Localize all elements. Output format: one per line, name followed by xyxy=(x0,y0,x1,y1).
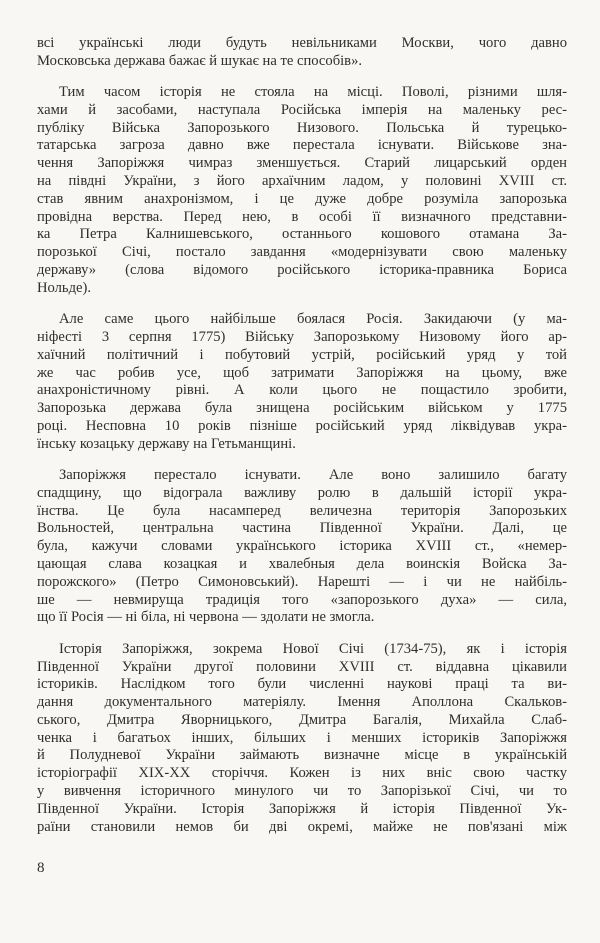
text-line: татарська загроза давно вже перестала існувати. Військове зна- xyxy=(37,137,567,154)
text-line: їнства. Це була насамперед величезна територія Запорозьких xyxy=(37,502,567,519)
text-line: Запоріжжя перестало існувати. Але воно залишило багату xyxy=(59,467,567,484)
page-number: 8 xyxy=(37,860,45,876)
text-line: Південної України. Історія Запоріжжя й історія Південної Ук- xyxy=(37,800,567,817)
page-body xyxy=(37,35,567,850)
text-line: став явним анахронізмом, і це дуже добре розуміла запорозька xyxy=(37,190,567,207)
text-line: спадщину, що відограла важливу ролю в дальшій історії укра- xyxy=(37,484,567,501)
text-line: Історія Запоріжжя, зокрема Нової Січі (1734-75), як і історія xyxy=(59,640,567,657)
paragraph xyxy=(37,467,567,627)
text-line: раїни становили немов би дві окремі, майже не пов'язані між xyxy=(37,818,567,835)
text-line: Нольде). xyxy=(37,279,91,296)
paragraph xyxy=(37,641,567,837)
text-line: історіографії XIX-XX сторіччя. Кожен із них вніс свою частку xyxy=(37,765,567,782)
text-line: порозької Січі, постало завдання «модернізувати свою маленьку xyxy=(37,244,567,261)
text-line: Тим часом історія не стояла на місці. Поволі, різними шля- xyxy=(59,84,567,101)
text-line: всі українські люди будуть невільниками Москви, чого давно xyxy=(37,35,567,51)
text-line: цающая слава козацкая и хвалебныя дела воинскія Войска За- xyxy=(37,556,567,573)
text-line: публіку Війська Запорозького Низового. Польська й турецько- xyxy=(37,119,567,136)
text-line: же час робив усе, щоб затримати Запоріжжя на цьому, вже xyxy=(37,364,567,381)
text-line: Вольностей, центральна частина Південної України. Далі, це xyxy=(37,520,567,537)
text-line: році. Несповна 10 років пізніше російський уряд ліквідував укра- xyxy=(37,417,567,434)
text-line: дання документального матеріялу. Імення Аполлона Скальков- xyxy=(37,694,567,711)
text-line: Південної України другої половини XVIII ст. віддавна цікавили xyxy=(37,658,567,675)
text-line: й Полудневої України займають визначне місце в українській xyxy=(37,747,567,764)
text-line: Але саме цього найбільше боялася Росія. Закидаючи (у ма- xyxy=(59,311,567,328)
paragraph xyxy=(37,35,567,71)
text-line: хаїчний політичний і побутовий устрій, російський уряд у той xyxy=(37,346,567,363)
text-line: Запорозька держава була знищена російським військом у 1775 xyxy=(37,400,567,417)
paragraph xyxy=(37,311,567,453)
text-line: порожского» (Петро Симоновський). Нарешті — і чи не найбіль- xyxy=(37,573,567,590)
text-line: ше — невмируща традиція того «запорозького духа» — сила, xyxy=(37,591,567,608)
text-line: ченка і багатьох інших, більших і менших істориків Запоріжжя xyxy=(37,729,567,746)
text-line: була, кажучи словами українського історика XVIII ст., «немер- xyxy=(37,538,567,555)
paragraph xyxy=(37,84,567,298)
text-line: хами й засобами, наступала Російська імперія на маленьку рес- xyxy=(37,101,567,118)
text-line: анахроністичному рівні. А коли цього не пощастило зробити, xyxy=(37,382,567,399)
text-line: ського, Дмитра Яворницького, Дмитра Багалія, Михайла Слаб- xyxy=(37,711,567,728)
text-line: що її Росія — ні біла, ні червона — здолати не змогла. xyxy=(37,609,375,626)
text-line: істориків. Наслідком того були численні наукові праці та ви- xyxy=(37,676,567,693)
text-line: державу» (слова відомого російського історика-правника Бориса xyxy=(37,262,567,279)
text-line: чення Запоріжжя чимраз зменшується. Старий лицарський орден xyxy=(37,155,567,172)
text-line: у вивчення історичного минулого чи то Запорізької Січі, чи то xyxy=(37,783,567,800)
text-line: Московська держава бажає й шукає на те способів». xyxy=(37,52,363,69)
text-line: на півдні України, з його архаїчним ладом, у половині XVIII ст. xyxy=(37,173,567,190)
text-line: ка Петра Калнишевського, останнього кошового отамана За- xyxy=(37,226,567,243)
text-line: ніфесті 3 серпня 1775) Війську Запорозькому Низовому його ар- xyxy=(37,328,567,345)
text-line: їнську козацьку державу на Гетьманщині. xyxy=(37,435,296,452)
text-line: провідна верства. Перед нею, в особі її визначного представни- xyxy=(37,208,567,225)
